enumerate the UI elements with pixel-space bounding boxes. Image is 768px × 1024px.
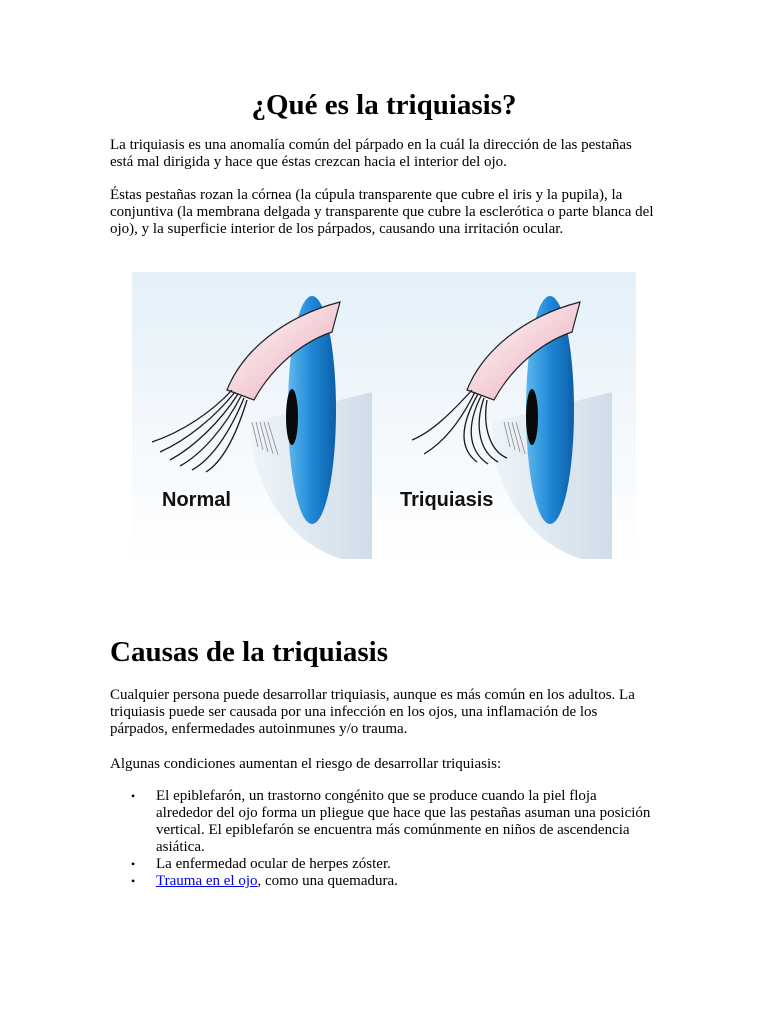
bullet-icon: • xyxy=(131,874,136,888)
normal-eye-drawing xyxy=(152,296,372,559)
causes-heading: Causas de la triquiasis xyxy=(110,636,388,668)
trichiasis-label: Triquiasis xyxy=(400,489,494,511)
eye-trauma-link[interactable]: Trauma en el ojo xyxy=(156,873,258,889)
bullet-icon: • xyxy=(131,789,136,803)
list-item xyxy=(110,873,655,890)
causes-paragraph-2: Algunas condiciones aumentan el riesgo de desarrollar triquiasis: xyxy=(110,756,502,772)
intro-paragraph-2: Éstas pestañas rozan la córnea (la cúpula transparente que cubre el iris y la pupila), la conjuntiva (la membrana delgada y transparente que cubre la esclerótica o parte blanca del ojo), y la superficie interior de los párpados, causando una irritación ocular. xyxy=(110,187,654,237)
risk-conditions-list xyxy=(110,788,655,890)
eye-comparison-illustration xyxy=(132,272,636,559)
page-title: ¿Qué es la triquiasis? xyxy=(251,89,517,121)
bullet-icon: • xyxy=(131,857,136,871)
list-item-text: La enfermedad ocular de herpes zóster. xyxy=(156,856,391,872)
list-item xyxy=(110,788,655,856)
list-item-text: El epiblefarón, un trastorno congénito que se produce cuando la piel floja alrededor del ojo forma un pliegue que hace que las pestañas asuman una posición vertical. El epiblefarón se encuentra más comúnmente en niños de ascendencia asiática. xyxy=(156,788,651,855)
trichiasis-eye-drawing xyxy=(400,296,612,559)
list-item xyxy=(110,856,655,873)
list-item-text: , como una quemadura. xyxy=(257,873,398,889)
causes-paragraph-1: Cualquier persona puede desarrollar triquiasis, aunque es más común en los adultos. La triquiasis puede ser causada por una infección en los ojos, una inflamación de los párpados, enfermedades autoinmunes y/o trauma. xyxy=(110,687,635,737)
intro-paragraph-1: La triquiasis es una anomalía común del párpado en la cuál la dirección de las pestañas está mal dirigida y hace que éstas crezcan hacia el interior del ojo. xyxy=(110,137,632,170)
normal-label: Normal xyxy=(162,489,231,511)
